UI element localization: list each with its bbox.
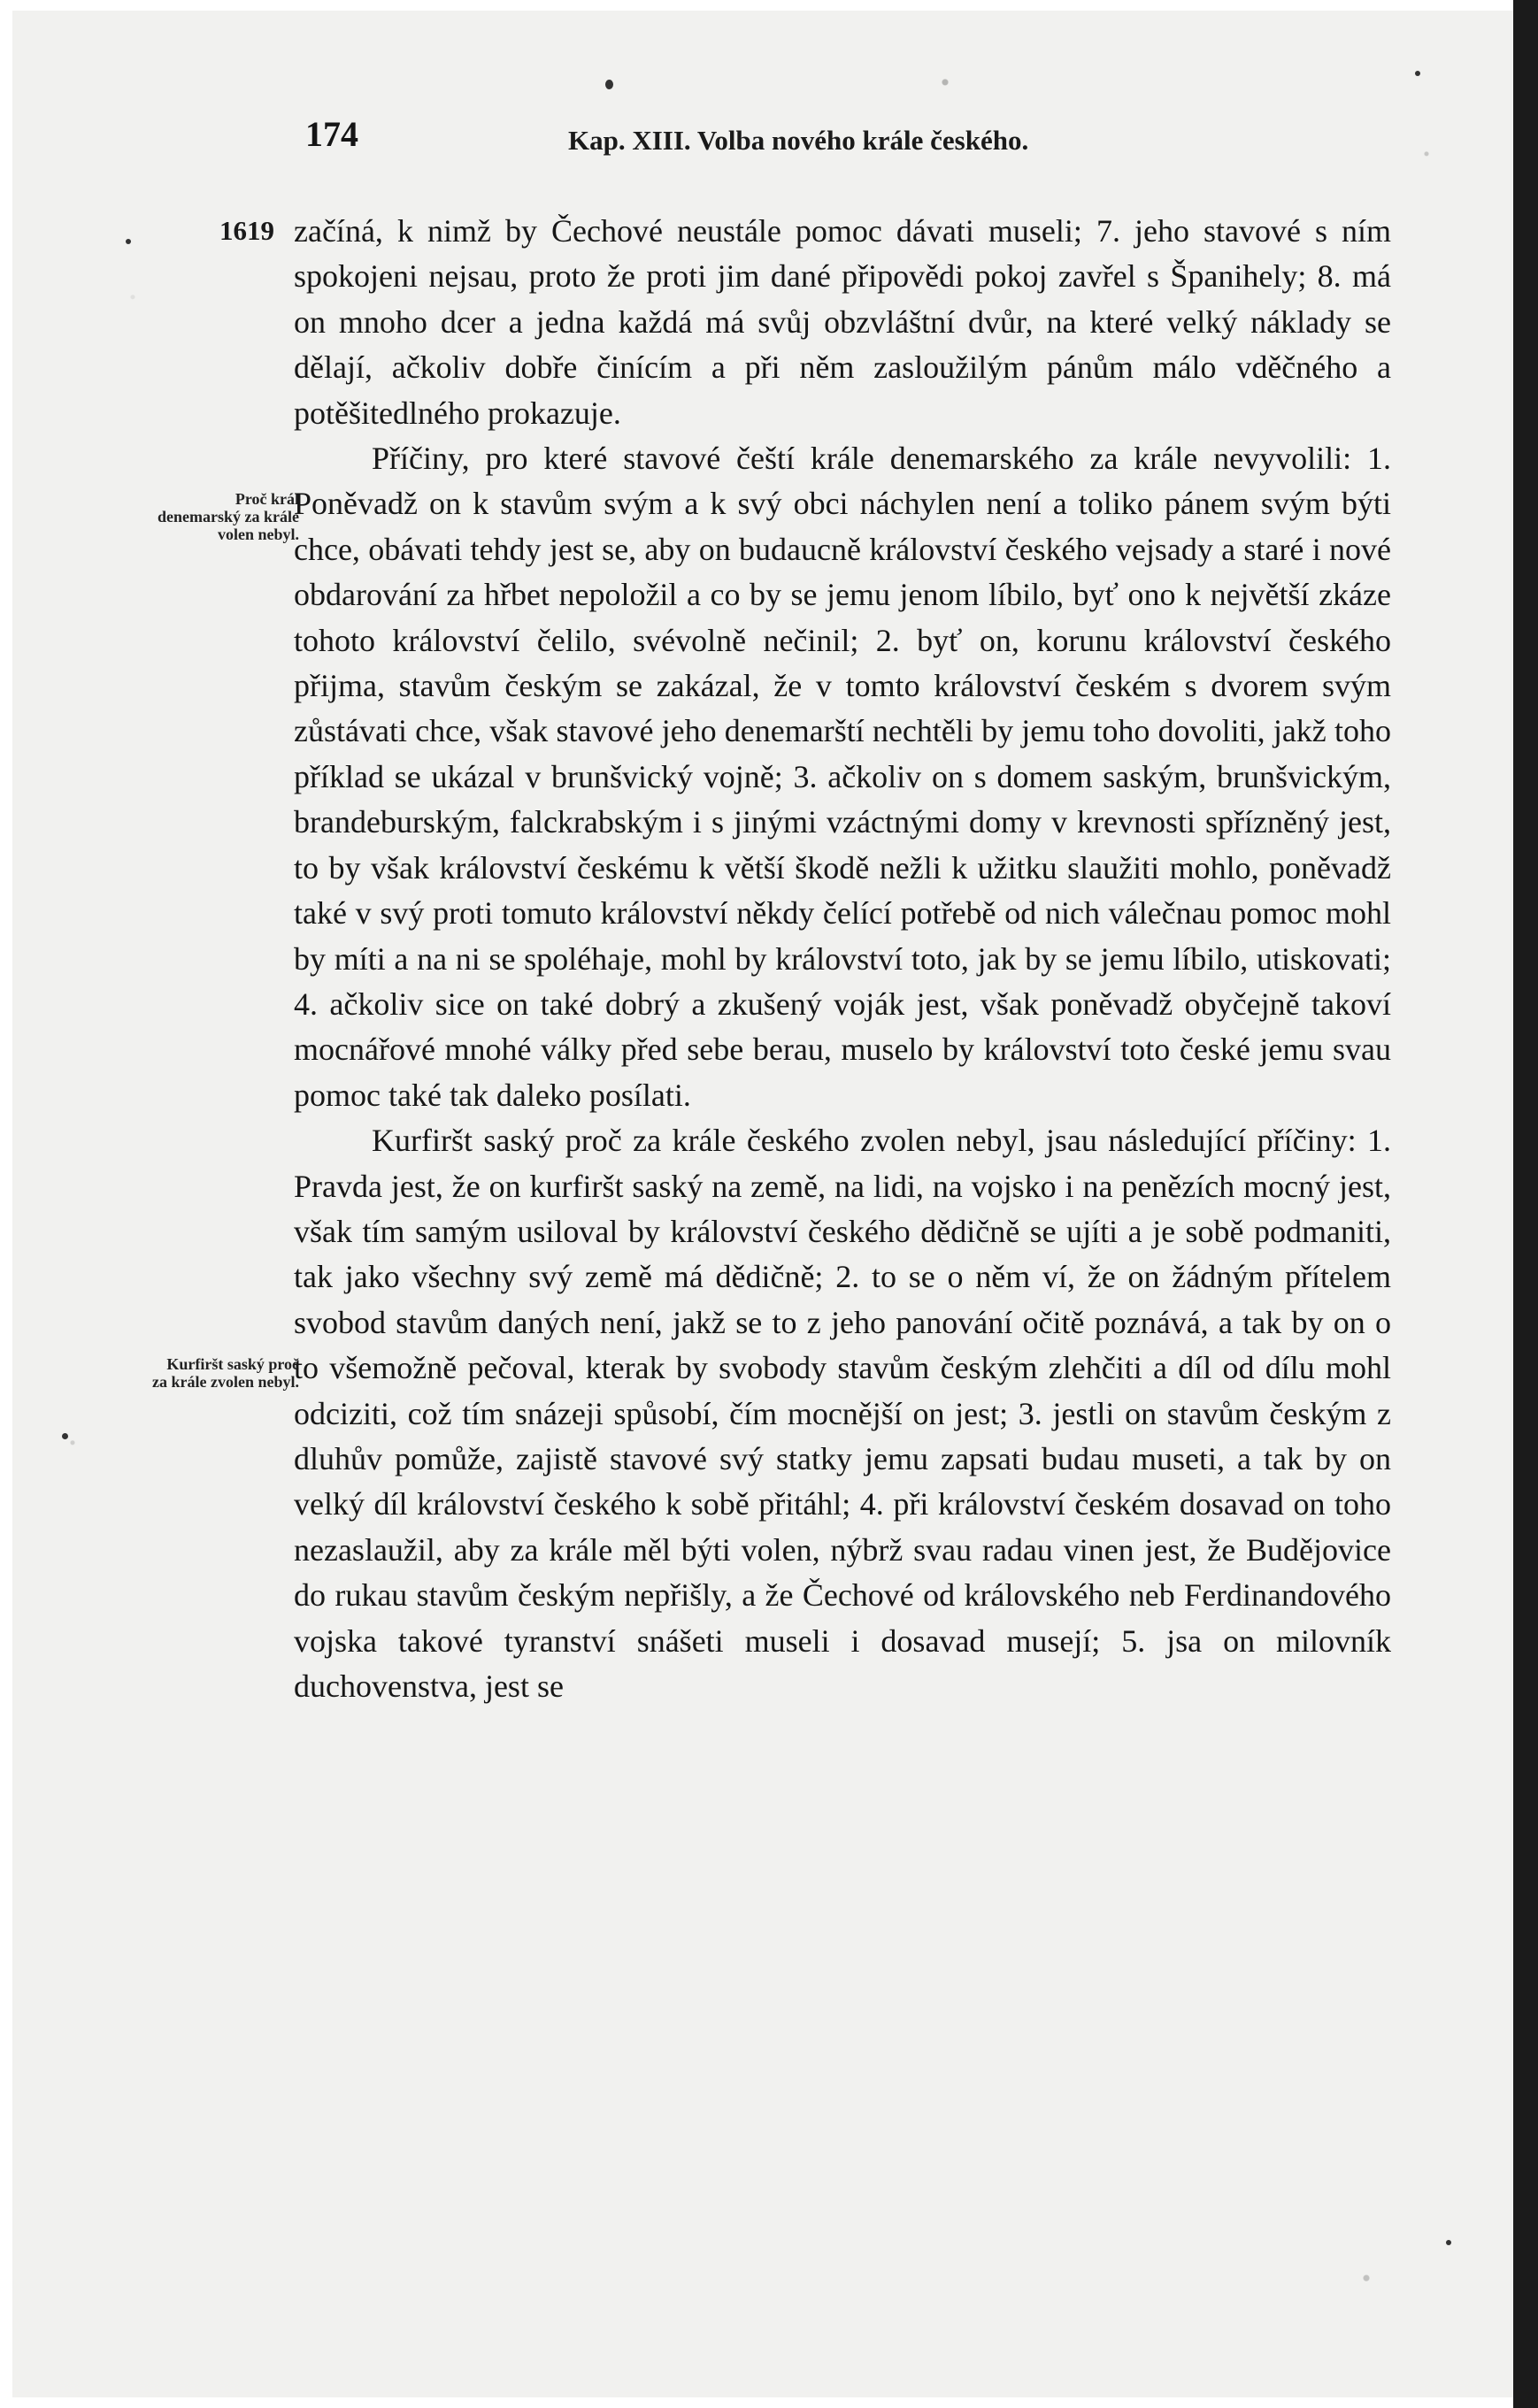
ink-speck [62,1433,68,1439]
paragraph: Kurfiršt saský proč za krále českého zvolen nebyl, jsau následující příčiny: 1. Pravda jest, že on kurfiršt saský na země, na lidi, na vojsko i na penězích mocný jest, však tím samým usiloval by království českého dědičně se ujíti a je sobě podmaniti, tak jako všechny svý země má dědičně; 2. to se o něm ví, že on žádným přítelem svobod stavům daných není, jakž se to z jeho panování očitě poznává, a tak by on o to všemožně pečoval, kterak by svobody stavům českým zlehčiti a díl od dílu mohl odciziti, což tím snázeji spůsobí, čím mocnější on jest; 3. jestli on stavům českým z dluhův pomůže, zajistě stavové svý statky jemu zapsati budau museti, a tak by on velký díl království českého k sobě přitáhl; 4. při království českém dosavad on toho nezaslaužil, aby za krále měl býti volen, nýbrž svau radau vinen jest, že Budějovice do rukau stavům českým nepřišly, a že Čechové od královského neb Ferdinandového vojska takové tyranství snášeti museli i dosavad musejí; 5. jsa on milovník duchovenstva, jest se [294,1123,1391,1704]
ink-speck [126,239,131,244]
paragraph: začíná, k nimž by Čechové neustále pomoc dávati museli; 7. jeho stavové s ním spokojeni nejsau, proto že proti jim dané připovědi pokoj zavřel s Španihely; 8. má on mnoho dcer a jedna každá má svůj obzvláštní dvůr, na které velký náklady se dělají, ačkoliv dobře činícím a při něm zasloužilým pánům málo vděčného a potěšitedlného prokazuje. [294,213,1391,431]
ink-speck [605,80,613,89]
page-header [305,113,1190,166]
ink-speck [1446,2240,1451,2245]
body-text [294,209,1391,1709]
scan-edge [1513,0,1538,2408]
ink-speck [1415,71,1420,76]
margin-note-saxony: Kurfiršt saský proč za krále zvolen nebyl. [152,1355,299,1391]
year-marker: 1619 [219,215,274,246]
margin-note-denmark: Proč král denemarský za krále volen nebyl. [158,490,299,543]
running-title: Kap. XIII. Volba nového krále českého. [568,125,1029,156]
paragraph: Příčiny, pro které stavové čeští krále denemarského za krále nevyvolili: 1. Poněvadž on k stavům svým a k svý obci náchylen není a toliko pánem svým býti chce, obávati tehdy jest se, aby on budaucně království českého vejsady a staré i nové obdarování za hřbet nepoložil a co by se jemu jenom líbilo, byť ono k největší zkáze tohoto království čelilo, svévolně nečinil; 2. byť on, korunu království českého přijma, stavům českým se zakázal, že v tomto království českém s dvorem svým zůstávati chce, však stavové jeho denemarští nechtěli by jemu toho dovoliti, jakž toho příklad se ukázal v brunšvický vojně; 3. ačkoliv on s domem saským, brunšvickým, brandeburským, falckrabským i s jinými vzáctnými domy v krevnosti spřízněný jest, to by však království českému k větší škodě nežli k užitku slaužiti mohlo, poněvadž také v svý proti tomuto království někdy čelící potřebě od nich válečnau pomoc mohl by míti a na ni se spoléhaje, mohl by království toto, jak by se jemu líbilo, utiskovati; 4. ačkoliv sice on také dobrý a zkušený voják jest, však poněvadž obyčejně takoví mocnářové mnohé války před sebe berau, muselo by království toto české jemu svau pomoc také tak daleko posílati. [294,441,1391,1113]
page-number: 174 [305,114,358,154]
